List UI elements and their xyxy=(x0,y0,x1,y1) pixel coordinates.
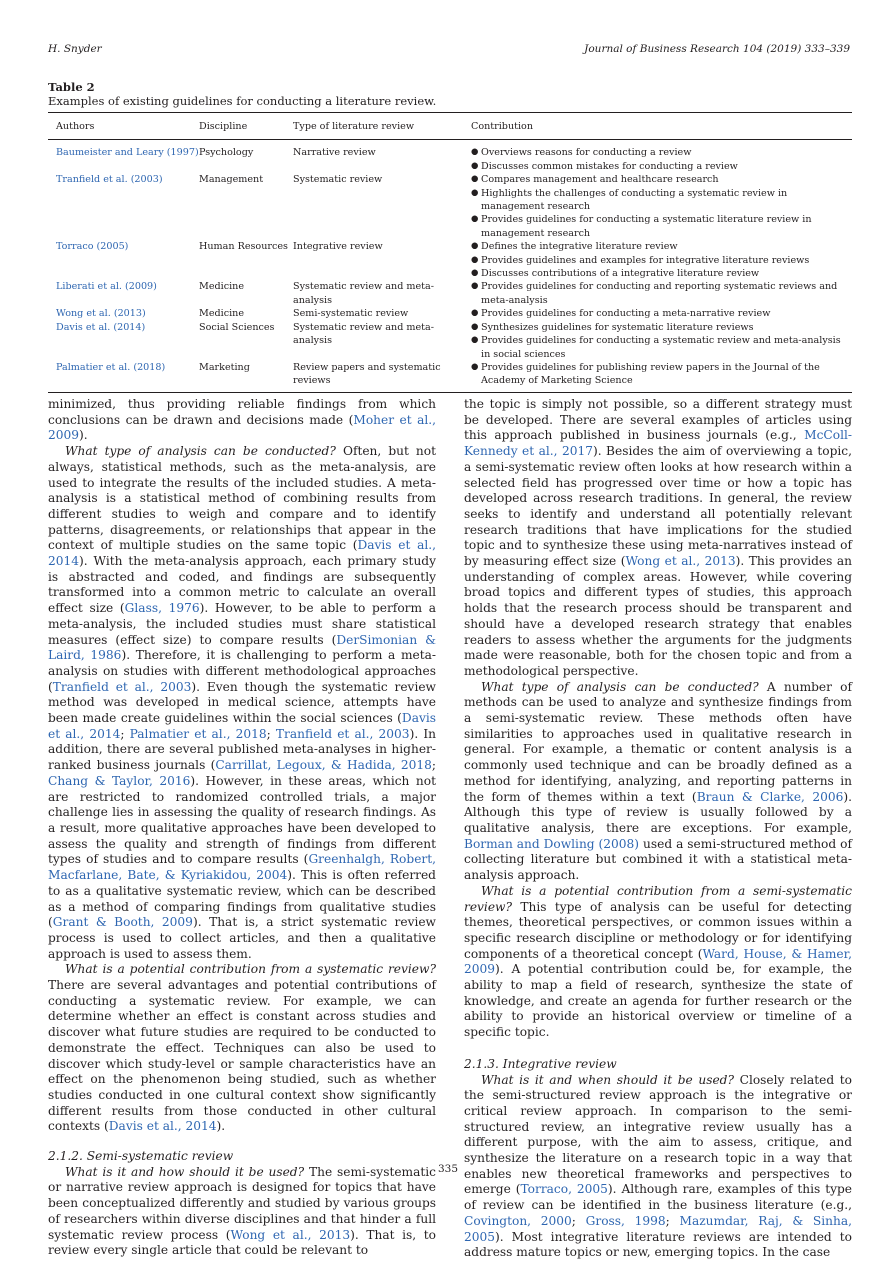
contribution-item: ● Provides guidelines for publishing review papers in the Journal of the Academy of Marketing Science xyxy=(471,361,852,388)
running-header-journal: Journal of Business Research 104 (2019) 333–339 xyxy=(584,43,850,55)
guidelines-table-block xyxy=(48,80,852,393)
author-link[interactable]: Tranfield et al. (2003) xyxy=(56,174,163,186)
review-type-cell: Systematic review xyxy=(293,174,383,186)
contribution-item: ● Defines the integrative literature review xyxy=(471,240,852,253)
table-row xyxy=(48,321,852,361)
citation-link[interactable]: Moher et al., 2009 xyxy=(48,412,436,443)
table-row xyxy=(48,140,852,173)
contribution-list xyxy=(471,321,852,361)
paragraph: What is a potential contribution from a semi-systematic review? This type of analysis can be useful for detecting themes, theoretical perspectives, or common issues within a specific research discipline or methodology or for identifying components of a theoretical concept (Ward, House, & Hamer, 2009). A potential contribution could be, for example, the ability to map a field of research, synthesize the state of knowledge, and create an agenda for further research or the ability to provide an historical overview or timeline of a specific topic. xyxy=(464,883,852,1040)
citation-link[interactable]: Grant & Booth, 2009 xyxy=(52,915,193,930)
contribution-item: ● Provides guidelines for conducting a systematic review and meta-analysis in social sciences xyxy=(471,334,852,361)
contribution-item: ● Provides guidelines and examples for integrative literature reviews xyxy=(471,254,852,267)
review-type-cell: Narrative review xyxy=(293,147,376,159)
paragraph-lead-question: What is a potential contribution from a systematic review? xyxy=(65,962,436,977)
author-link[interactable]: Torraco (2005) xyxy=(56,241,129,253)
citation-link[interactable]: Carrillat, Legoux, & Hadida, 2018 xyxy=(215,758,432,773)
citation-link[interactable]: Davis et al., 2014 xyxy=(48,711,436,741)
paragraph-lead-question: What type of analysis can be conducted? xyxy=(65,444,336,459)
contribution-list xyxy=(471,146,852,173)
review-type-cell: Systematic review and meta-analysis xyxy=(293,321,434,347)
section-heading-semi-systematic-review: 2.1.2. Semi-systematic review xyxy=(48,1149,234,1164)
citation-link[interactable]: Gross, 1998 xyxy=(585,1213,666,1228)
discipline-cell: Social Sciences xyxy=(199,321,275,333)
table-row xyxy=(48,280,852,307)
author-link[interactable]: Baumeister and Leary (1997) xyxy=(56,147,199,159)
left-text-column xyxy=(48,397,436,1259)
citation-link[interactable]: Wong et al., 2013 xyxy=(625,554,736,569)
discipline-cell: Marketing xyxy=(199,361,250,373)
citation-link[interactable]: Davis et al., 2014 xyxy=(108,1119,217,1134)
contribution-item: ● Compares management and healthcare research xyxy=(471,173,852,186)
paragraph: What is it and how should it be used? The semi-systematic or narrative review approach is designed for topics that have been conceptualized differently and studied by various groups of researchers within diverse disciplines and that hinder a full systematic review process (Wong et al., 2013). That is, to review every single article that could be relevant to xyxy=(48,1164,437,1258)
contribution-item: ● Provides guidelines for conducting a meta-narrative review xyxy=(471,307,852,320)
contribution-item: ● Provides guidelines for conducting a systematic literature review in management research xyxy=(471,213,852,240)
citation-link[interactable]: Chang & Taylor, 2016 xyxy=(48,773,191,788)
contribution-list xyxy=(471,173,852,240)
col-header-authors: Authors xyxy=(56,121,95,132)
contribution-item: ● Highlights the challenges of conducting a systematic review in management research xyxy=(471,187,852,214)
review-type-cell: Integrative review xyxy=(293,241,383,253)
paragraph: What is it and when should it be used? Closely related to the semi-structured review approach is the integrative or critical review approach. In comparison to the semi-structured review, an integrative review usually has a different purpose, with the aim to assess, critique, and synthesize the literature on a research topic in a way that enables new theoretical frameworks and perspectives to emerge (Torraco, 2005). Although rare, examples of this type of review can be identified in the business literature (e.g., Covington, 2000; Gross, 1998; Mazumdar, Raj, & Sinha, 2005). Most integrative literature reviews are intended to address mature topics or new, emerging topics. In the case xyxy=(464,1072,852,1260)
paragraph-lead-question: What is a potential contribution from a semi-systematic review? xyxy=(464,883,852,914)
col-header-contribution: Contribution xyxy=(471,121,534,132)
paragraph: minimized, thus providing reliable findings from which conclusions can be drawn and decisions made (Moher et al., 2009). xyxy=(48,397,436,443)
discipline-cell: Psychology xyxy=(199,147,254,159)
contribution-item: ● Provides guidelines for conducting and reporting systematic reviews and meta-analysis xyxy=(471,280,852,307)
section-heading-integrative-review: 2.1.3. Integrative review xyxy=(464,1056,617,1071)
table-row xyxy=(48,173,852,240)
citation-link[interactable]: Covington, 2000 xyxy=(464,1213,572,1228)
discipline-cell: Human Resources xyxy=(199,241,288,253)
author-link[interactable]: Palmatier et al. (2018) xyxy=(56,361,166,373)
contribution-item: ● Synthesizes guidelines for systematic literature reviews xyxy=(471,321,852,334)
citation-link[interactable]: Palmatier et al., 2018 xyxy=(129,726,267,741)
review-type-cell: Review papers and systematic reviews xyxy=(293,361,441,387)
running-header-author: H. Snyder xyxy=(48,43,102,55)
discipline-cell: Medicine xyxy=(199,281,245,293)
review-type-cell: Semi-systematic review xyxy=(293,308,409,320)
paragraph: What type of analysis can be conducted? A number of methods can be used to analyze and synthesize findings from a semi-systematic review. These methods often have similarities to approaches used in qualitative research in general. For example, a thematic or content analysis is a commonly used technique and can be broadly defined as a method for identifying, analyzing, and reporting patterns in the form of themes within a text (Braun & Clarke, 2006). Although this type of review is usually followed by a qualitative analysis, there are exceptions. For example, Borman and Dowling (2008) used a semi-structured method of collecting literature but combined it with a statistical meta-analysis approach. xyxy=(464,679,852,883)
citation-link[interactable]: Braun & Clarke, 2006 xyxy=(696,789,844,804)
citation-link[interactable]: Glass, 1976 xyxy=(124,601,200,616)
citation-link[interactable]: Greenhalgh, Robert, Macfarlane, Bate, & Kyriakidou, 2004 xyxy=(48,852,436,883)
contribution-list xyxy=(471,280,852,307)
contribution-list xyxy=(471,240,852,280)
author-link[interactable]: Liberati et al. (2009) xyxy=(56,281,157,293)
paragraph: What type of analysis can be conducted? Often, but not always, statistical methods, such as the meta-analysis, are used to integrate the results of the included studies. A meta-analysis is a statistical method of combining results from different studies to weigh and compare and to identify patterns, disagreements, or relationships that appear in the context of multiple studies on the same topic (Davis et al., 2014). With the meta-analysis approach, each primary study is abstracted and coded, and findings are subsequently transformed into a common metric to calculate an overall effect size (Glass, 1976). However, to be able to perform a meta-analysis, the included studies must share statistical measures (effect size) to compare results (DerSimonian & Laird, 1986). Therefore, it is challenging to perform a meta-analysis on studies with different methodological approaches (Tranfield et al., 2003). Even though the systematic review method was developed in medical science, attempts have been made create guidelines within the social sciences (Davis et al., 2014; Palmatier et al., 2018; Tranfield et al., 2003). In addition, there are several published meta-analyses in higher-ranked business journals (Carrillat, Legoux, & Hadida, 2018; Chang & Taylor, 2016). However, in these areas, which not are restricted to randomized controlled trials, a major challenge lies in assessing the quality of research findings. As a result, more qualitative approaches have been developed to assess the quality and strength of findings from different types of studies and to compare results (Greenhalgh, Robert, Macfarlane, Bate, & Kyriakidou, 2004). This is often referred to as a qualitative systematic review, which can be described as a method of comparing findings from qualitative studies (Grant & Booth, 2009). That is, a strict systematic review process is used to collect articles, and then a qualitative approach is used to assess them. xyxy=(48,444,437,961)
contribution-list xyxy=(471,361,852,388)
table-caption: Examples of existing guidelines for conducting a literature review. xyxy=(48,94,437,108)
citation-link[interactable]: Tranfield et al., 2003 xyxy=(52,679,192,694)
col-header-discipline: Discipline xyxy=(199,121,248,132)
table-row xyxy=(48,307,852,320)
page-number: 335 xyxy=(437,1163,459,1175)
table-header-row xyxy=(48,113,852,140)
citation-link[interactable]: Ward, House, & Hamer, 2009 xyxy=(464,946,852,977)
contribution-item: ● Overviews reasons for conducting a review xyxy=(471,146,852,159)
citation-link[interactable]: DerSimonian & Laird, 1986 xyxy=(48,632,436,663)
contribution-item: ● Discusses contributions of a integrative literature review xyxy=(471,267,852,280)
citation-link[interactable]: Torraco, 2005 xyxy=(520,1182,608,1197)
col-header-type: Type of literature review xyxy=(293,121,415,132)
citation-link[interactable]: Tranfield et al., 2003 xyxy=(275,726,410,741)
contribution-item: ● Discusses common mistakes for conducting a review xyxy=(471,160,852,173)
discipline-cell: Management xyxy=(199,174,264,186)
citation-link[interactable]: Borman and Dowling (2008) xyxy=(464,836,640,851)
table-row xyxy=(48,240,852,280)
author-link[interactable]: Wong et al. (2013) xyxy=(56,308,146,320)
discipline-cell: Medicine xyxy=(199,308,245,320)
citation-link[interactable]: Mazumdar, Raj, & Sinha, 2005 xyxy=(464,1213,852,1244)
citation-link[interactable]: Davis et al., 2014 xyxy=(48,538,436,569)
paragraph-lead-question: What is it and when should it be used? xyxy=(481,1072,735,1087)
author-link[interactable]: Davis et al. (2014) xyxy=(56,321,146,333)
contribution-list xyxy=(471,307,852,320)
paragraph-lead-question: What type of analysis can be conducted? xyxy=(481,679,759,694)
table-title: Table 2 xyxy=(48,80,95,94)
paragraph: What is a potential contribution from a systematic review? There are several advantages and potential contributions of conducting a systematic review. For example, we can determine whether an effect is constant across studies and discover what future studies are required to be conducted to demonstrate the effect. Techniques can also be used to discover which study-level or sample characteristics have an effect on the phenomenon being studied, such as whether studies conducted in one cultural context show significantly different results from those conducted in other cultural contexts (Davis et al., 2014). xyxy=(48,962,436,1134)
paragraph: the topic is simply not possible, so a different strategy must be developed. There are several examples of articles using this approach published in business journals (e.g., McColl-Kennedy et al., 2017). Besides the aim of overviewing a topic, a semi-systematic review often looks at how research within a selected field has progressed over time or how a topic has developed across research traditions. In general, the review seeks to identify and understand all potentially relevant research traditions that have implications for the studied topic and to synthesize these using meta-narratives instead of by measuring effect size (Wong et al., 2013). This provides an understanding of complex areas. However, while covering broad topics and different types of studies, this approach holds that the research process should be transparent and should have a developed research strategy that enables readers to assess whether the arguments for the judgments made were reasonable, both for the chosen topic and from a methodological perspective. xyxy=(464,397,852,678)
citation-link[interactable]: McColl-Kennedy et al., 2017 xyxy=(464,428,852,459)
right-text-column xyxy=(464,397,852,1261)
guidelines-table xyxy=(48,112,852,393)
paragraph-lead-question: What is it and how should it be used? xyxy=(65,1164,305,1179)
citation-link[interactable]: Wong et al., 2013 xyxy=(230,1227,351,1242)
table-row xyxy=(48,361,852,392)
review-type-cell: Systematic review and meta-analysis xyxy=(293,281,434,306)
